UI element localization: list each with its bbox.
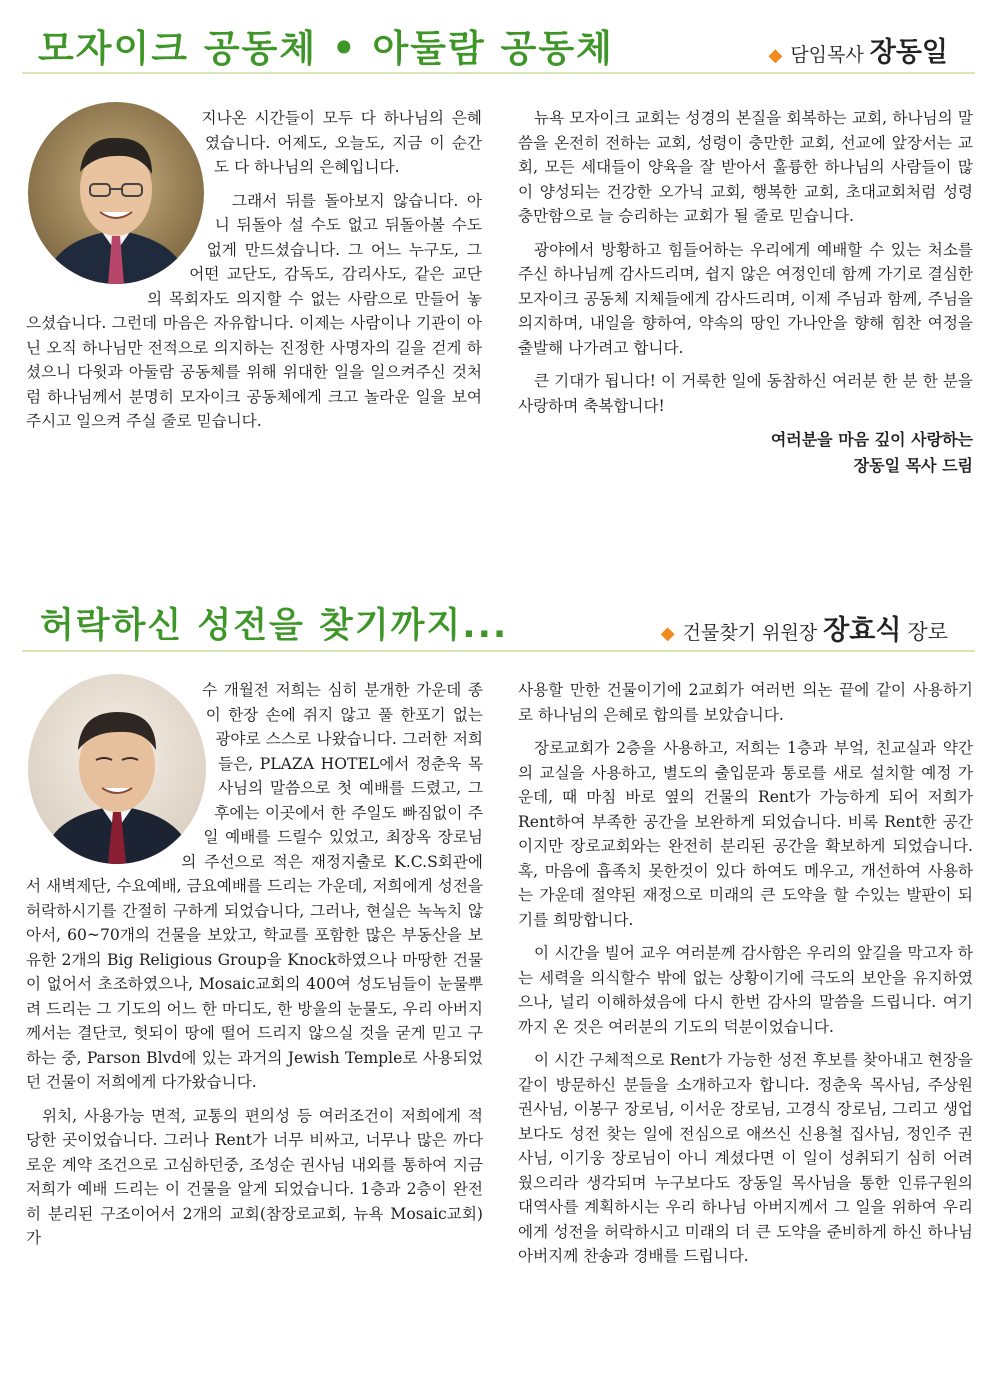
section-2-byline (661, 608, 948, 647)
section-2-title: 허락하신 성전을 찾기까지... (40, 606, 509, 646)
paragraph: 사용할 만한 건물이기에 2교회가 여러번 의논 끝에 같이 사용하기로 하나님의 은혜로 합의를 보았습니다. (518, 681, 973, 724)
paragraph: 장로교회가 2층을 사용하고, 저희는 1층과 부엌, 친교실과 약간의 교실을 사용하고, 별도의 출입문과 통로를 새로 설치할 예정 가운데, 때 마침 바로 옆의 건물의 Rent가 가능하게 되어 저희가 Rent하여 부족한 공간을 보완하게 되었습니다. 비록 Rent한 공간이지만 장로교회와는 완전히 분리된 공간을 확보하게 되었습니다. 혹, 마음에 흡족치 못한것이 있다 하여도 메우고, 개선하여 사용하는 가운데 절약된 재정으로 미래의 큰 도약을 할 수있는 발판이 되기를 희망합니다. (518, 739, 973, 929)
section-finding-temple (0, 590, 1000, 1378)
elder-portrait (28, 674, 206, 864)
section-2-left-column (26, 678, 483, 1260)
byline-name: 장효식 (823, 615, 902, 646)
paragraph: 지나온 시간들이 모두 다 하나님의 은혜였습니다. 어제도, 오늘도, 지금 이 순간도 다 하나님의 은혜입니다. (201, 109, 482, 176)
byline-suffix: 장로 (907, 620, 948, 644)
title-underline (22, 72, 975, 74)
paragraph: 위치, 사용가능 면적, 교통의 편의성 등 여러조건이 저희에게 적당한 곳이었습니다. 그러나 Rent가 너무 비싸고, 너무나 많은 까다로운 계약 조건으로 고심하던중, 조성순 권사님 내외를 통하여 지금 저희가 예배 드리는 이 건물을 알게 되었습니다. 1층과 2층이 완전히 분리된 구조이어서 2개의 교회(참장로교회, 뉴욕 Mosaic교회)가 (26, 1106, 483, 1247)
title-underline (22, 650, 975, 652)
byline-role: 담임목사 (790, 44, 864, 66)
byline-role: 건물찾기 위원장 (682, 622, 818, 644)
signature-line-2: 장동일 목사 드림 (853, 456, 973, 475)
section-mosaic-community (0, 0, 1000, 560)
paragraph: 큰 기대가 됩니다! 이 거룩한 일에 동참하신 여러분 한 분 한 분을 사랑하며 축복합니다! (518, 372, 973, 415)
portrait-image (28, 102, 204, 284)
paragraph: 이 시간을 빌어 교우 여러분께 감사함은 우리의 앞길을 막고자 하는 세력을 의식할수 밖에 없는 상황이기에 극도의 보안을 유지하였으나, 널리 이해하셨음에 다시 한번 감사의 말씀을 드립니다. 여기까지 온 것은 여러분의 기도의 덕분이었습니다. (518, 944, 973, 1036)
paragraph: 그래서 뒤를 돌아보지 않습니다. 아니 뒤돌아 설 수도 없고 뒤돌아볼 수도 없게 만드셨습니다. 그 어느 누구도, 그 어떤 교단도, 감독도, 감리사도, 같은 교단의 목회자도 의지할 수 없는 사람으로 만들어 놓으셨습니다. 그런데 마음은 자유합니다. 이제는 사람이나 기관이 아닌 오직 하나님만 전적으로 의지하는 진정한 사명자의 길을 걷게 하셨으니 다윗과 아둘람 공동체를 위해 위대한 일을 일으켜주신 것처럼 하나님께서 분명히 모자이크 공동체에게 크고 놀라운 일을 보여주시고 일으켜 주실 줄로 믿습니다. (26, 191, 482, 430)
byline-name: 장동일 (869, 37, 948, 68)
section-1-byline (768, 30, 948, 69)
diamond-bullet-icon: ◆ (768, 45, 783, 66)
portrait-image (28, 674, 206, 864)
section-1-right-column (518, 106, 973, 479)
signature-line-1: 여러분을 마음 깊이 사랑하는 (770, 430, 973, 449)
signature-block (518, 427, 973, 479)
paragraph: 이 시간 구체적으로 Rent가 가능한 성전 후보를 찾아내고 현장을 같이 방문하신 분들을 소개하고자 합니다. 정춘욱 목사님, 주상원 권사님, 이봉구 장로님, 이서운 장로님, 고경식 장로님, 그리고 생업보다도 성전 찾는 일에 전심으로 애쓰신 신용철 집사님, 정인주 권사님, 이기웅 장로님이 아니 계셨다면 이 일이 성취되기 심히 어려웠으리라 생각되며 누구보다도 장동일 목사님을 통한 인류구원의 대역사를 계획하시는 우리 하나님 아버지께서 그 일을 위하여 우리에게 성전을 허락하시고 미래의 더 큰 도약을 준비하게 하신 하나님 아버지께 찬송과 경배를 드립니다. (518, 1051, 973, 1265)
diamond-bullet-icon: ◆ (660, 623, 675, 644)
section-2-right-column (518, 678, 973, 1278)
section-1-title: 모자이크 공동체 • 아둘람 공동체 (38, 27, 614, 70)
paragraph: 수 개월전 저희는 심히 분개한 가운데 종이 한장 손에 쥐지 않고 풀 한포기 없는 광야로 스스로 나왔습니다. 그러한 저희들은, PLAZA HOTEL에서 정춘욱 목사님의 말씀으로 첫 예배를 드렸고, 그 후에는 이곳에서 한 주일도 빠짐없이 주일 예배를 드릴수 있었고, 최장옥 장로님의 주선으로 적은 재정지출로 K.C.S회관에서 새벽제단, 수요예배, 금요예배를 드리는 가운데, 저희에게 성전을 허락하시기를 간절히 구하게 되었습니다, 그러나, 현실은 녹녹치 않아서, 60~70개의 건물을 보았고, 학교를 포함한 많은 부동산을 보유한 2개의 Big Religious Group을 Knock하였으나 마땅한 건물이 없어서 초조하였으나, Mosaic교회의 400여 성도님들이 눈물뿌려 드리는 그 기도의 어느 한 마디도, 한 방울의 눈물도, 우리 아버지께서는 결단코, 헛되이 땅에 떨어 드리지 않으실 것을 굳게 믿고 구하는 중, Parson Blvd에 있는 과거의 Jewish Temple로 사용되었던 건물이 저희에게 다가왔습니다. (26, 681, 483, 1091)
paragraph: 뉴욕 모자이크 교회는 성경의 본질을 회복하는 교회, 하나님의 말씀을 온전히 전하는 교회, 성령이 충만한 교회, 선교에 앞장서는 교회, 모든 세대들이 양육을 잘 받아서 훌륭한 하나님의 사람들이 많이 양성되는 건강한 오가닉 교회, 행복한 교회, 초대교회처럼 성령 충만함으로 늘 승리하는 교회가 될 줄로 믿습니다. (518, 109, 973, 225)
paragraph: 광야에서 방황하고 힘들어하는 우리에게 예배할 수 있는 처소를 주신 하나님께 감사드리며, 쉽지 않은 여정인데 함께 가기로 결심한 모자이크 공동체 지체들에게 감사드리며, 이제 주님과 함께, 주님을 의지하며, 내일을 향하여, 약속의 땅인 가나안을 향해 힘찬 여정을 출발해 나가려고 합니다. (518, 240, 973, 357)
pastor-portrait (28, 102, 204, 284)
section-1-left-column (26, 106, 482, 443)
